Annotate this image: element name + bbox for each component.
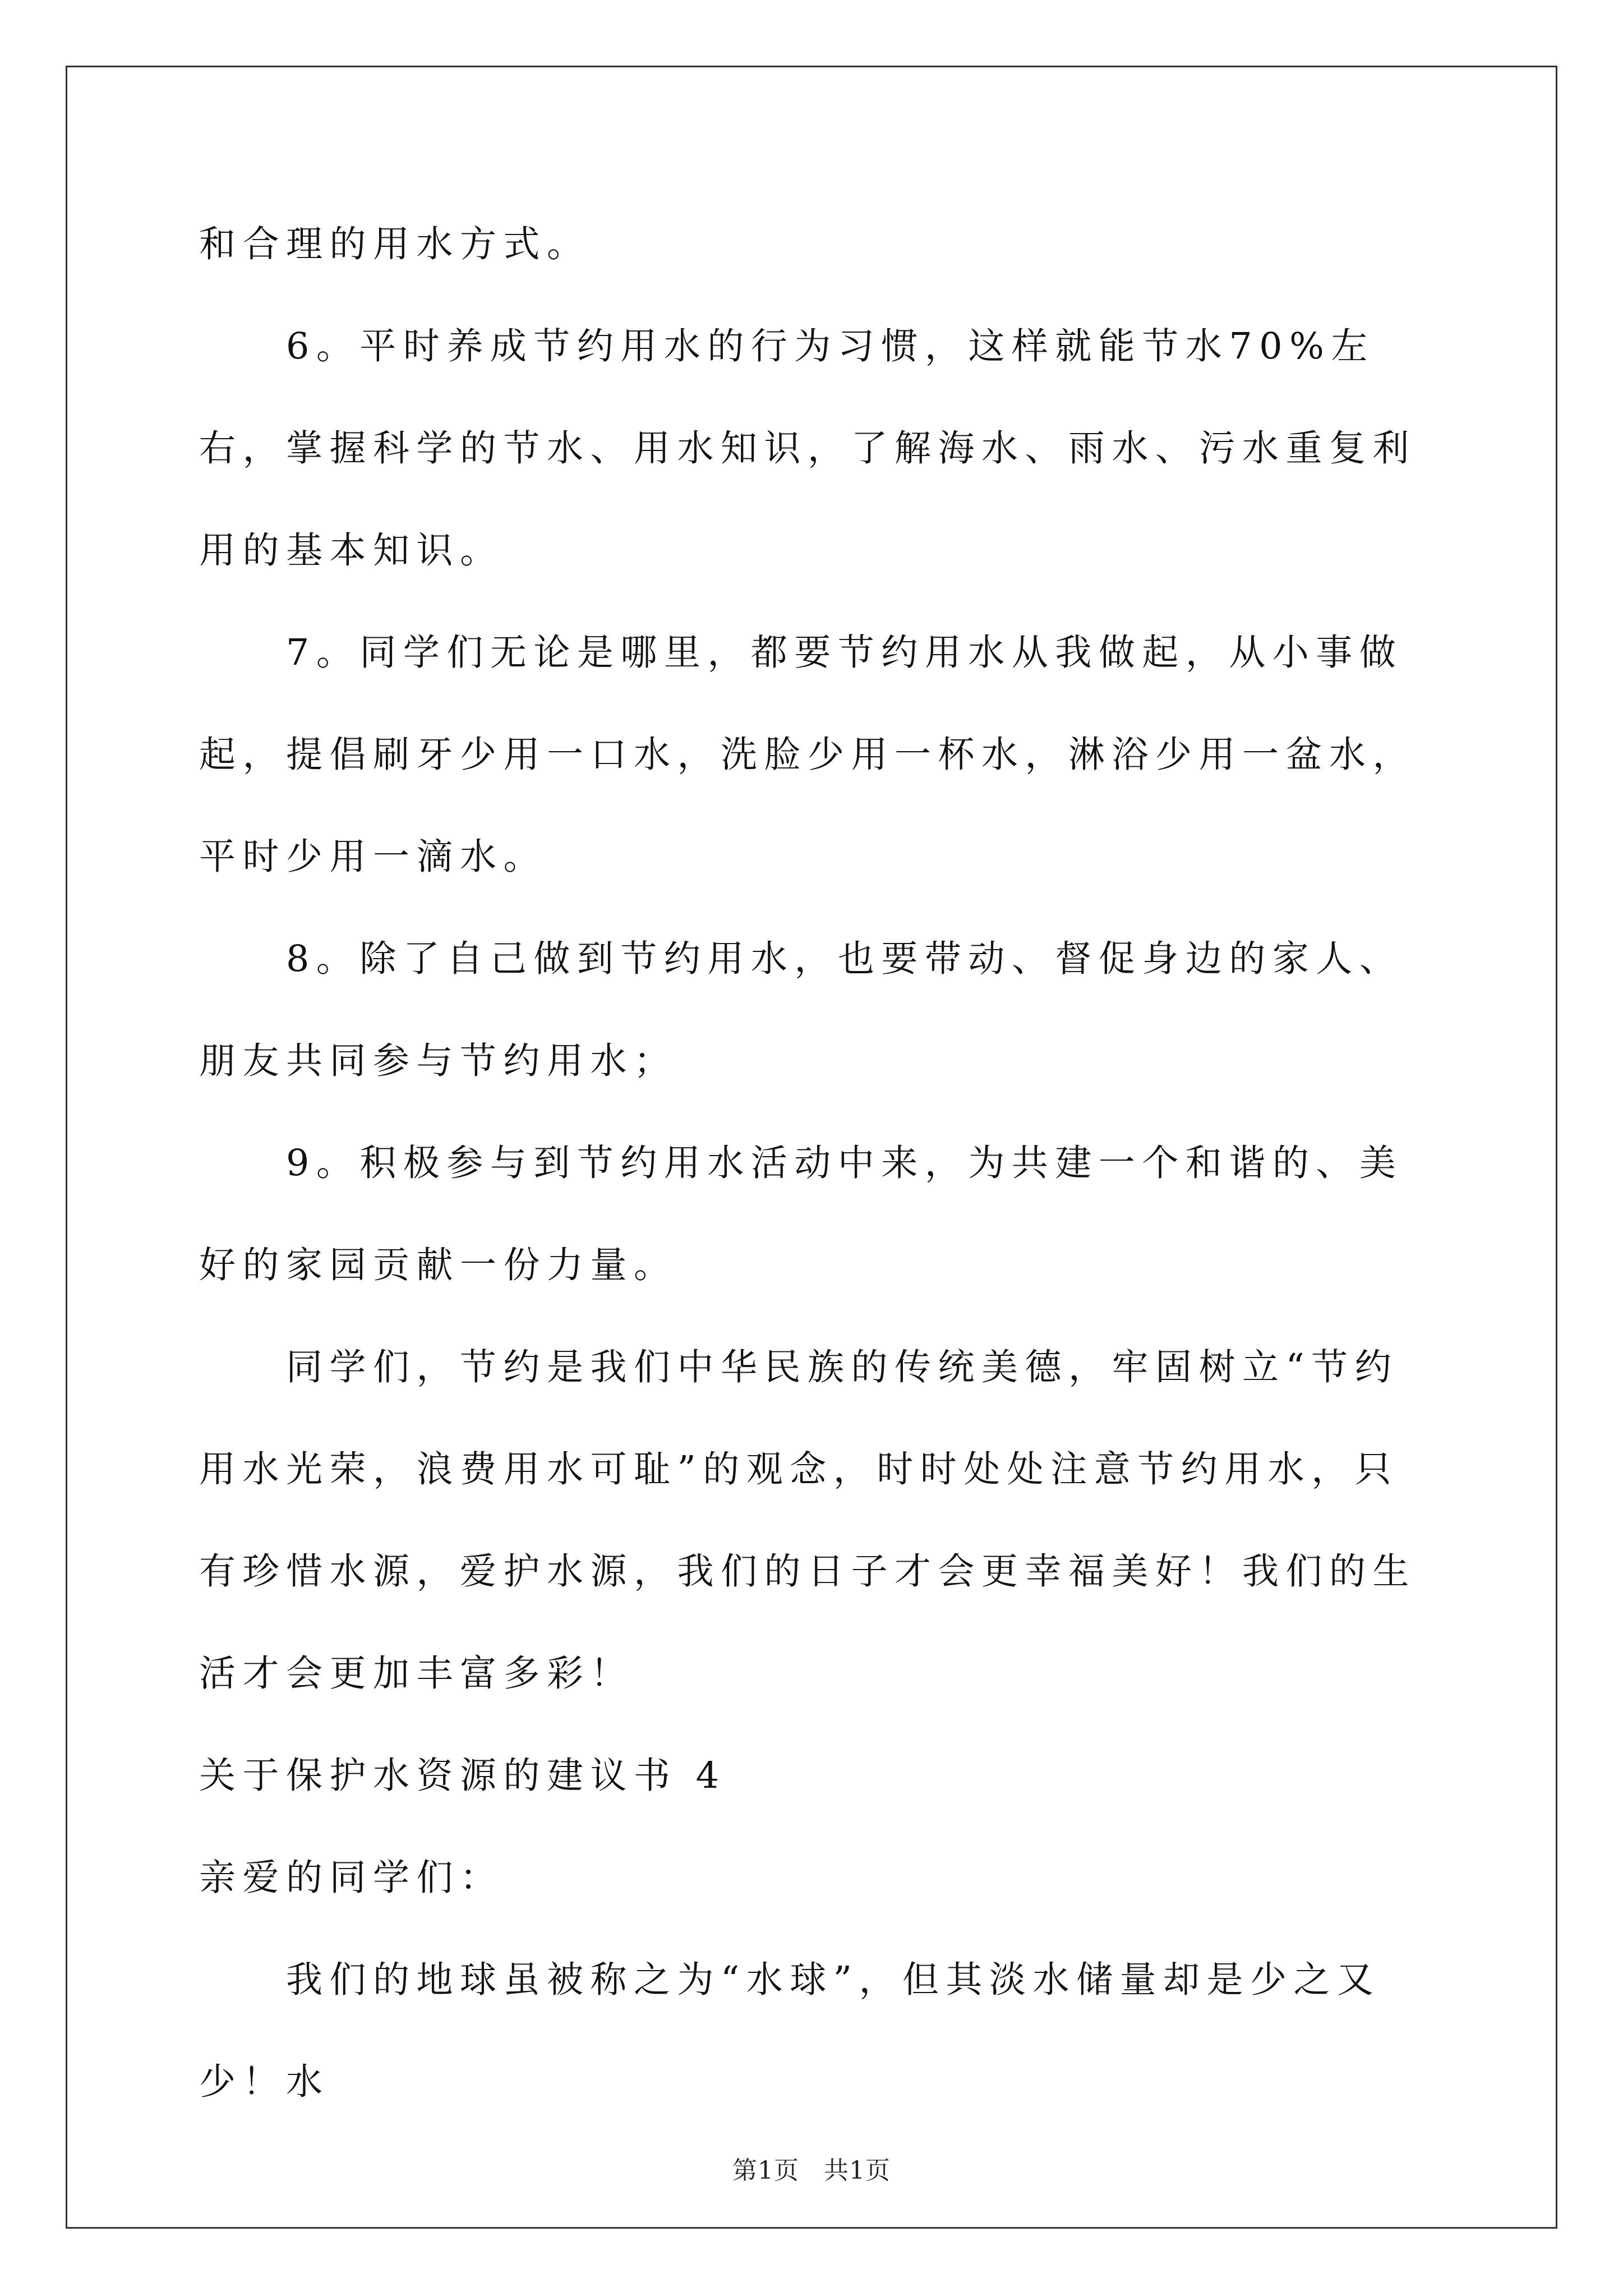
paragraph-intro: 我们的地球虽被称之为“水球”，但其淡水储量却是少之又少！水	[199, 1959, 1381, 2103]
paragraph-item-6: 6。平时养成节约用水的行为习惯，这样就能节水70%左右，掌握科学的节水、用水知识，了解海水、雨水、污水重复利用的基本知识。	[199, 325, 1417, 572]
document-body	[199, 194, 1433, 2133]
paragraph-closing: 同学们，节约是我们中华民族的传统美德，牢固树立“节约用水光荣，浪费用水可耻”的观念，时时处处注意节约用水，只有珍惜水源，爱护水源，我们的日子才会更幸福美好！我们的生活才会更加丰富多彩！	[199, 1346, 1417, 1695]
page-footer	[0, 2154, 1623, 2188]
salutation: 亲爱的同学们：	[199, 1857, 504, 1899]
paragraph-continuation: 和合理的用水方式。	[199, 223, 591, 265]
paragraph-item-8: 8。除了自己做到节约用水，也要带动、督促身边的家人、朋友共同参与节约用水；	[199, 938, 1403, 1082]
paragraph-item-7: 7。同学们无论是哪里，都要节约用水从我做起，从小事做起，提倡刷牙少用一口水，洗脸少用一杯水，淋浴少用一盆水，平时少用一滴水。	[199, 632, 1417, 878]
page-number-total: 共1页	[824, 2156, 891, 2185]
section-heading: 关于保护水资源的建议书 4	[199, 1755, 726, 1797]
paragraph-item-9: 9。积极参与到节约用水活动中来，为共建一个和谐的、美好的家园贡献一份力量。	[199, 1142, 1403, 1286]
page-number-current: 第1页	[732, 2156, 799, 2185]
